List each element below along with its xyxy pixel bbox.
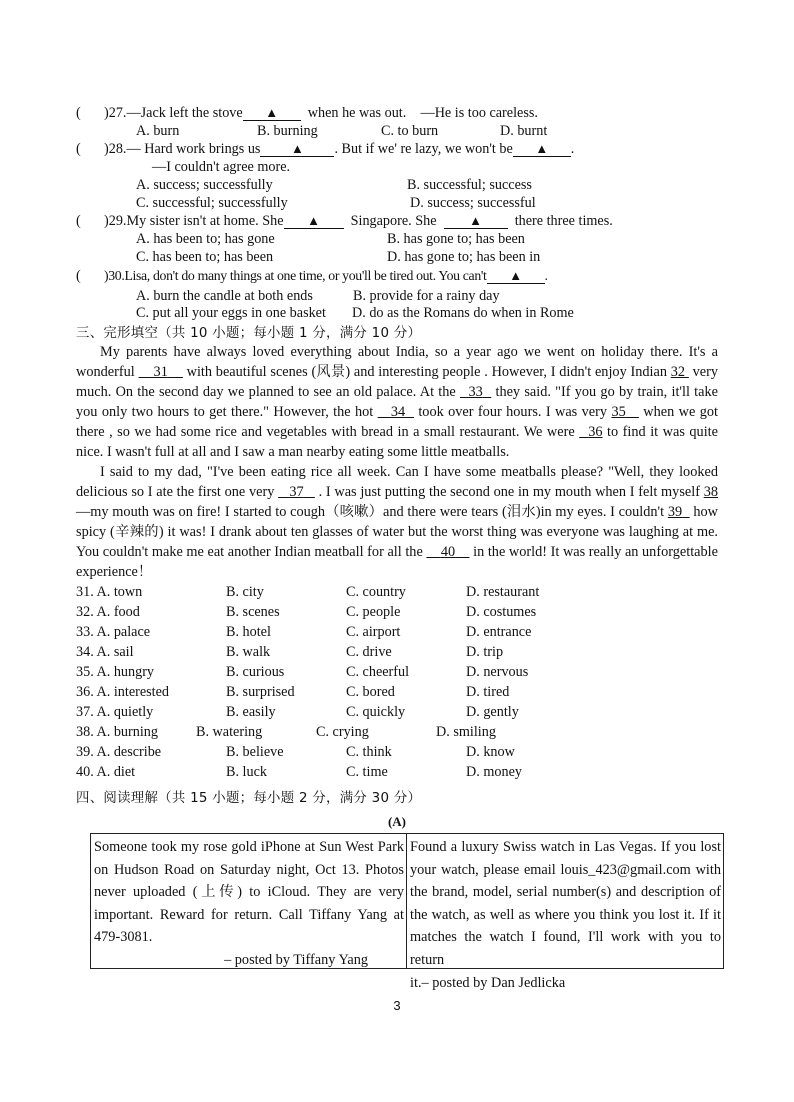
q29-option-c[interactable]: C. has been to; has been xyxy=(136,249,274,265)
q30-blank[interactable]: ▲ xyxy=(487,268,545,284)
cloze-paragraph-1: My parents have always loved everything about India, so a year ago we went on holiday there. It's a wonderful 31 with beautiful scenes (风景) and interesting people . However, I didn't enjoy Indian 32 very much. On the second day we planned to see an old palace. At the 33 they said. "If you go by train, it'll take you only two hours to get there." However, the hot 34 took over four hours. I was very 35 when we got there , so we had some rice and vegetables with bread in a small restaurant. We were 36 to find it was quite nice. I wasn't full at all and I saw a man nearby eating some little meatballs. xyxy=(76,344,718,460)
question-28: )28.— Hard work brings us ▲ . But if we' re lazy, we won't be ▲ . xyxy=(104,141,575,157)
q28-option-d[interactable]: D. success; successful xyxy=(410,195,536,211)
question-29: )29.My sister isn't at home. She ▲ Singapore. She ▲ there three times. xyxy=(104,213,613,229)
ad-right-poster: it.– posted by Dan Jedlicka xyxy=(410,974,566,991)
option-32-b[interactable]: B. scenes xyxy=(226,604,280,620)
option-31-a[interactable]: 31. A. town xyxy=(76,584,143,600)
q30-option-b[interactable]: B. provide for a rainy day xyxy=(353,288,500,304)
option-40-c[interactable]: C. time xyxy=(346,764,388,780)
q30-paren: ( xyxy=(76,268,81,284)
option-39-d[interactable]: D. know xyxy=(466,744,515,760)
q28-option-b[interactable]: B. successful; success xyxy=(407,177,532,193)
option-39-a[interactable]: 39. A. describe xyxy=(76,744,162,760)
option-38-c[interactable]: C. crying xyxy=(316,724,369,740)
q27-option-d[interactable]: D. burnt xyxy=(500,123,548,139)
q29-option-b[interactable]: B. has gone to; has been xyxy=(387,231,525,247)
ads-table xyxy=(90,833,724,991)
option-35-d[interactable]: D. nervous xyxy=(466,664,529,680)
q29-option-a[interactable]: A. has been to; has gone xyxy=(136,231,275,247)
page-number: 3 xyxy=(393,998,401,1013)
q28-reply: —I couldn't agree more. xyxy=(152,159,291,175)
blank-39[interactable]: 39 xyxy=(667,504,683,520)
q27-blank[interactable]: ▲ xyxy=(243,105,301,121)
question-27: )27.—Jack left the stove ▲ when he was out. —He is too careless. xyxy=(104,105,538,121)
option-34-c[interactable]: C. drive xyxy=(346,644,392,660)
blank-34[interactable]: 34 xyxy=(390,404,406,420)
ad-right-text: Found a luxury Swiss watch in Las Vegas. If you lost your watch, please email louis_423@gmail.com with the brand, model, serial number(s) and description of the watch, as well as where you think you lost it. If it matches the watch I found, I'll work with you to return xyxy=(410,839,721,968)
option-31-d[interactable]: D. restaurant xyxy=(466,584,540,600)
q29-blank-2[interactable]: ▲ xyxy=(444,213,508,229)
cloze-paragraph-2: I said to my dad, "I've been eating rice all week. Can I have some meatballs please? "Well, they looked delicious so I ate the first one very 37 . I was just putting the second one in my mouth when I felt myself 38—my mouth was on fire! I started to cough（咳嗽）and there were tears (泪水)in my eyes. I couldn't 39 how spicy (辛辣的) it was! I drank about ten glasses of water but the worst thing was everyone was laughing at me. You couldn't make me eat another Indian meatball for all the 40 in the world! It was really an unforgettable experience！ xyxy=(76,464,718,580)
option-40-b[interactable]: B. luck xyxy=(226,764,267,780)
q28-option-a[interactable]: A. success; successfully xyxy=(136,177,273,193)
blank-38[interactable]: 38 xyxy=(703,484,718,500)
q27-number: )27. xyxy=(104,105,127,121)
option-40-d[interactable]: D. money xyxy=(466,764,522,780)
option-32-d[interactable]: D. costumes xyxy=(466,604,537,620)
option-38-d[interactable]: D. smiling xyxy=(436,724,496,740)
passage-a-label: (A) xyxy=(387,814,407,829)
option-33-a[interactable]: 33. A. palace xyxy=(76,624,151,640)
q27-option-c[interactable]: C. to burn xyxy=(381,123,439,139)
blank-33[interactable]: 33 xyxy=(468,384,483,400)
option-31-c[interactable]: C. country xyxy=(346,584,406,600)
blank-40[interactable]: 40 xyxy=(440,544,456,560)
option-40-a[interactable]: 40. A. diet xyxy=(76,764,136,780)
option-32-a[interactable]: 32. A. food xyxy=(76,604,140,620)
option-34-b[interactable]: B. walk xyxy=(226,644,271,660)
option-31-b[interactable]: B. city xyxy=(226,584,264,600)
q29-option-d[interactable]: D. has gone to; has been in xyxy=(387,249,541,265)
q28-blank-1[interactable]: ▲ xyxy=(260,141,334,157)
option-33-b[interactable]: B. hotel xyxy=(226,624,271,640)
option-37-c[interactable]: C. quickly xyxy=(346,704,406,720)
q30-option-d[interactable]: D. do as the Romans do when in Rome xyxy=(352,305,574,321)
option-39-c[interactable]: C. think xyxy=(346,744,392,760)
q28-option-c[interactable]: C. successful; successfully xyxy=(136,195,288,211)
q28-blank-2[interactable]: ▲ xyxy=(513,141,571,157)
q29-paren: ( xyxy=(76,213,81,229)
option-37-a[interactable]: 37. A. quietly xyxy=(76,704,154,720)
q29-blank-1[interactable]: ▲ xyxy=(284,213,344,229)
reading-section-heading: 四、阅读理解（共 15 小题；每小题 2 分，满分 30 分） xyxy=(76,791,422,806)
option-33-d[interactable]: D. entrance xyxy=(466,624,532,640)
option-37-b[interactable]: B. easily xyxy=(226,704,276,720)
q30-option-a[interactable]: A. burn the candle at both ends xyxy=(136,288,313,304)
option-32-c[interactable]: C. people xyxy=(346,604,401,620)
option-35-a[interactable]: 35. A. hungry xyxy=(76,664,155,680)
ad-lost-iphone xyxy=(91,834,407,968)
option-39-b[interactable]: B. believe xyxy=(226,744,284,760)
blank-36[interactable]: 36 xyxy=(588,424,603,440)
cloze-passage xyxy=(76,342,718,582)
option-36-a[interactable]: 36. A. interested xyxy=(76,684,169,700)
blank-37[interactable]: 37 xyxy=(289,484,304,500)
option-33-c[interactable]: C. airport xyxy=(346,624,401,640)
option-37-d[interactable]: D. gently xyxy=(466,704,519,720)
q28-paren: ( xyxy=(76,141,81,157)
option-36-d[interactable]: D. tired xyxy=(466,684,510,700)
question-30: )30.Lisa, don't do many things at one time, or you'll be tired out. You can't ▲ . xyxy=(104,268,548,283)
ad-found-watch xyxy=(407,834,723,991)
ad-left-poster: – posted by Tiffany Yang xyxy=(224,951,368,968)
cloze-section-heading: 三、完形填空（共 10 小题；每小题 1 分，满分 10 分） xyxy=(76,326,422,341)
blank-31[interactable]: 31 xyxy=(153,364,168,380)
option-38-b[interactable]: B. watering xyxy=(196,724,263,740)
option-38-a[interactable]: 38. A. burning xyxy=(76,724,158,740)
option-34-d[interactable]: D. trip xyxy=(466,644,504,660)
option-36-b[interactable]: B. surprised xyxy=(226,684,295,700)
ad-left-text: Someone took my rose gold iPhone at Sun West Park on Hudson Road on Saturday night, Oct 13. Photos never uploaded (上传) to iCloud. They are very important. Reward for return. Call Tiffany Yang at 479-3081. xyxy=(94,839,404,946)
blank-35[interactable]: 35 xyxy=(611,404,626,420)
q27-option-a[interactable]: A. burn xyxy=(136,123,180,139)
q30-option-c[interactable]: C. put all your eggs in one basket xyxy=(136,305,326,321)
option-35-b[interactable]: B. curious xyxy=(226,664,285,680)
q27-stem: —Jack left the stove xyxy=(126,105,243,121)
blank-32[interactable]: 32 xyxy=(670,364,686,380)
option-34-a[interactable]: 34. A. sail xyxy=(76,644,134,660)
q27-paren: ( xyxy=(76,105,81,121)
option-35-c[interactable]: C. cheerful xyxy=(346,664,410,680)
option-36-c[interactable]: C. bored xyxy=(346,684,395,700)
q27-option-b[interactable]: B. burning xyxy=(257,123,318,139)
